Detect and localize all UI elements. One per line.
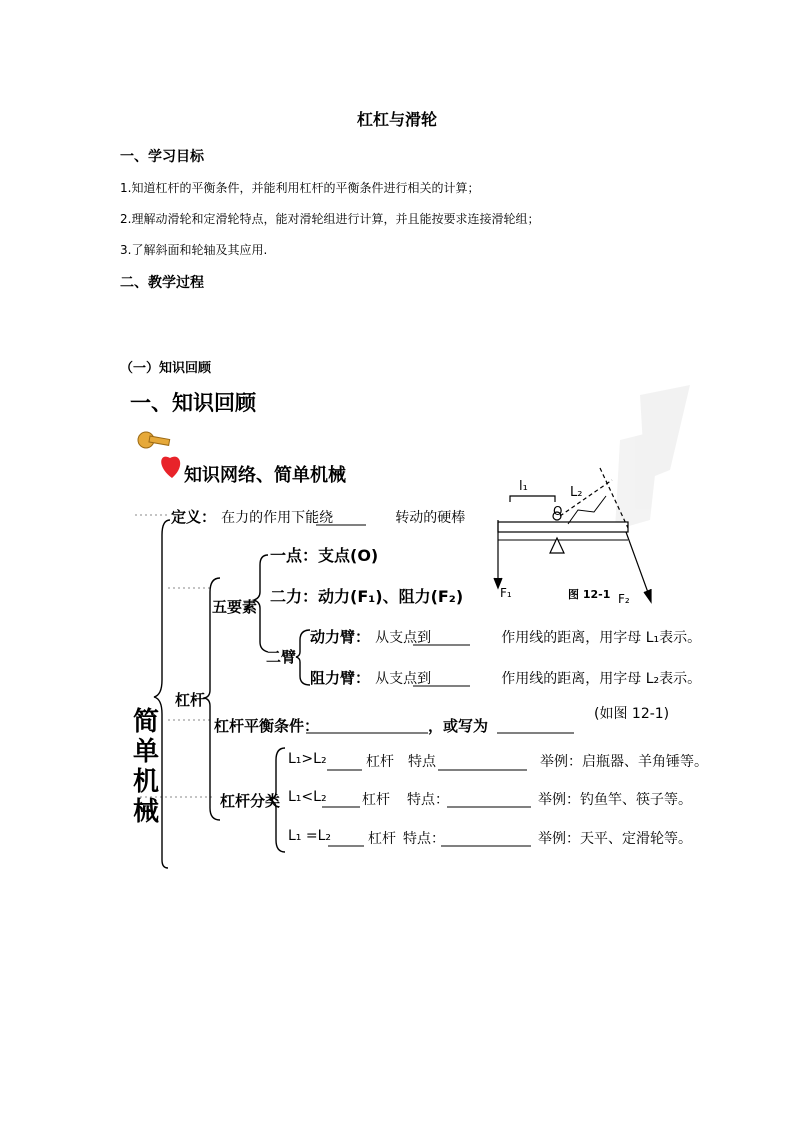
goal-2: 2.理解动滑轮和定滑轮特点，能对滑轮组进行计算，并且能按要求连接滑轮组； [120, 212, 540, 226]
diagram-label-f1: F₁ [500, 586, 512, 600]
balance-mid: ，或写为 [428, 717, 489, 735]
network-title: 知识网络、简单机械 [184, 465, 346, 486]
key-icon [138, 432, 170, 448]
class-row-feature: 特点： [403, 831, 445, 847]
effort-arm-row [310, 626, 701, 647]
class-row-cond: L₁<L₂ [288, 789, 327, 805]
root-label [132, 707, 160, 827]
class-row-cond: L₁ =L₂ [288, 828, 332, 844]
resist-arm-label: 阻力臂： [310, 669, 371, 687]
root-char: 械 [132, 797, 159, 827]
goal-3: 3.了解斜面和轮轴及其应用. [120, 243, 268, 257]
lever-label: 杠杆 [175, 691, 206, 709]
diagram-label-l1: l₁ [519, 479, 528, 494]
diagram-label-f2: F₂ [618, 592, 630, 606]
effort-arm-text-b: 作用线的距离，用字母 L₁表示。 [501, 630, 702, 646]
class-row-lever: 杠杆 [366, 754, 394, 770]
class-row-feature: 特点： [407, 792, 449, 808]
two-arms-label: 二臂 [266, 648, 297, 666]
two-forces: 二力：动力(F₁)、阻力(F₂) [270, 587, 464, 606]
section-process-heading: 二、教学过程 [120, 275, 204, 291]
heart-icon [161, 457, 180, 478]
diagram-label-l2: L₂ [570, 485, 583, 500]
root-char: 单 [132, 737, 159, 767]
class-row-lever: 杠杆 [362, 792, 390, 808]
class-row-example: 举例：启瓶器、羊角锤等。 [540, 754, 708, 770]
effort-arm-text-a: 从支点到 [375, 630, 432, 646]
class-row-example: 举例：钓鱼竿、筷子等。 [538, 792, 692, 808]
one-point: 一点：支点(O) [270, 546, 379, 565]
class-row-cond: L₁>L₂ [288, 751, 327, 767]
page-title: 杠杠与滑轮 [356, 110, 437, 129]
definition-row [171, 506, 465, 527]
resist-arm-text-a: 从支点到 [375, 671, 432, 687]
definition-prefix: 定义： [171, 508, 217, 526]
figure-heading: 一、知识回顾 [130, 391, 256, 415]
resist-arm-text-b: 作用线的距离，用字母 L₂表示。 [501, 671, 702, 687]
goal-1: 1.知道杠杆的平衡条件，并能利用杠杆的平衡条件进行相关的计算； [120, 181, 480, 195]
class-row-example: 举例：天平、定滑轮等。 [538, 831, 692, 847]
resist-arm-row [310, 667, 701, 688]
section-goals-heading: 一、学习目标 [120, 149, 204, 165]
balance-ref: (如图 12-1) [594, 706, 670, 722]
balance-label: 杠杆平衡条件： [214, 717, 320, 735]
diagram-label-o: O [553, 504, 563, 518]
root-char: 简 [132, 707, 159, 737]
root-char: 机 [132, 767, 159, 797]
subsection-review: （一）知识回顾 [120, 361, 212, 376]
watermark-logo [615, 385, 690, 530]
definition-text-b: 转动的硬棒 [395, 510, 466, 526]
classification-label: 杠杆分类 [220, 792, 281, 810]
class-row-lever: 杠杆 [368, 831, 396, 847]
effort-arm-label: 动力臂： [310, 628, 371, 646]
five-elements-label: 五要素 [212, 598, 258, 616]
definition-text-a: 在力的作用下能绕 [221, 510, 334, 526]
diagram-caption: 图 12-1 [568, 588, 611, 601]
class-row-feature: 特点 [408, 754, 436, 770]
